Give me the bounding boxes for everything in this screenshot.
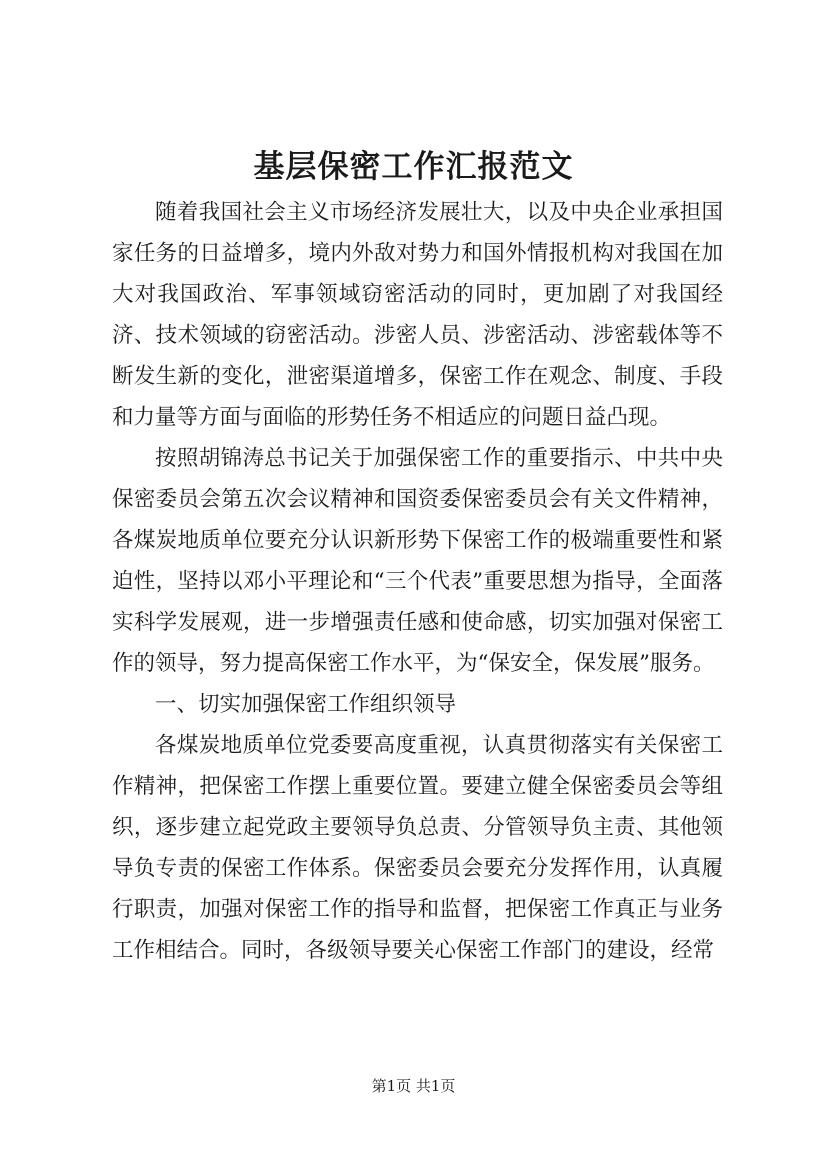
document-body — [112, 192, 723, 971]
paragraph-3: 各煤炭地质单位党委要高度重视，认真贯彻落实有关保密工作精神，把保密工作摆上重要位置。要建立健全保密委员会等组织，逐步建立起党政主要领导负总责、分管领导负主责、其他领导负专责的保密工作体系。保密委员会要充分发挥作用，认真履行职责，加强对保密工作的指导和监督，把保密工作真正与业务工作相结合。同时，各级领导要关心保密工作部门的建设，经常 — [112, 733, 723, 963]
paragraph-2: 按照胡锦涛总书记关于加强保密工作的重要指示、中共中央保密委员会第五次会议精神和国资委保密委员会有关文件精神，各煤炭地质单位要充分认识新形势下保密工作的极端重要性和紧迫性，坚持以邓小平理论和“三个代表”重要思想为指导，全面落实科学发展观，进一步增强责任感和使命感，切实加强对保密工作的领导，努力提高保密工作水平，为“保安全，保发展”服务。 — [112, 446, 723, 676]
paragraph-1: 随着我国社会主义市场经济发展壮大，以及中央企业承担国家任务的日益增多，境内外敌对势力和国外情报机构对我国在加大对我国政治、军事领域窃密活动的同时，更加剧了对我国经济、技术领域的窃密活动。涉密人员、涉密活动、涉密载体等不断发生新的变化，泄密渠道增多，保密工作在观念、制度、手段和力量等方面与面临的形势任务不相适应的问题日益凸现。 — [112, 200, 723, 430]
section-heading-1: 一、切实加强保密工作组织领导 — [155, 692, 457, 717]
page-footer: 第1页 共1页 — [371, 1077, 456, 1095]
document-title: 基层保密工作汇报范文 — [253, 149, 574, 185]
